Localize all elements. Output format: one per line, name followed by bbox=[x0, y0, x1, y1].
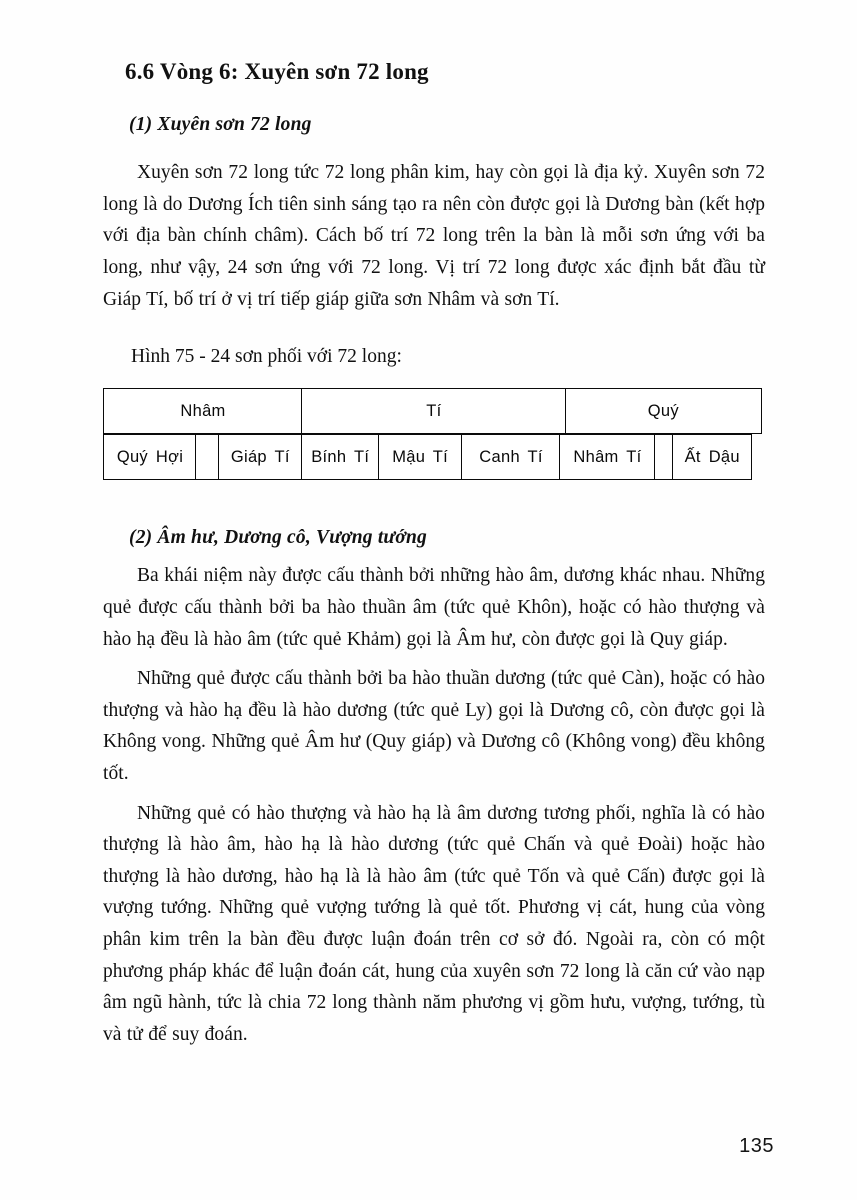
figure-cell-bính-tí: Bính Tí bbox=[301, 434, 379, 480]
figure-cell-quý: Quý bbox=[565, 388, 762, 434]
figure-cell-ất-dậu: Ất Dậu bbox=[672, 434, 752, 480]
paragraph-1: Xuyên sơn 72 long tức 72 long phân kim, hay còn gọi là địa kỷ. Xuyên sơn 72 long là do Dương Ích tiên sinh sáng tạo ra nên còn được gọi là Dương bàn (kết hợp với địa bàn chính châm). Cách bố trí 72 long trên la bàn là mỗi sơn ứng với ba long, như vậy, 24 sơn ứng với 72 long. Vị trí 72 long được xác định bắt đầu từ Giáp Tí, bố trí ở vị trí tiếp giáp giữa sơn Nhâm và sơn Tí. bbox=[103, 162, 765, 310]
section-heading: 6.6 Vòng 6: Xuyên sơn 72 long bbox=[125, 59, 429, 84]
figure-cell-blank bbox=[195, 434, 219, 480]
figure-top-row bbox=[103, 388, 765, 434]
figure-cell-tí: Tí bbox=[301, 388, 566, 434]
figure-cell-mậu-tí: Mậu Tí bbox=[378, 434, 463, 480]
figure-bottom-row bbox=[103, 434, 765, 480]
figure-cell-canh-tí: Canh Tí bbox=[461, 434, 561, 480]
subheading-2: (2) Âm hư, Dương cô, Vượng tướng bbox=[129, 527, 427, 549]
page-content bbox=[103, 58, 765, 1050]
figure-72-long-table bbox=[103, 388, 765, 480]
figure-cell-quý-hợi: Quý Hợi bbox=[103, 434, 197, 480]
page-number: 135 bbox=[739, 1135, 774, 1157]
figure-cell-giáp-tí: Giáp Tí bbox=[218, 434, 303, 480]
figure-caption: Hình 75 - 24 sơn phối với 72 long: bbox=[131, 346, 402, 368]
subheading-1: (1) Xuyên sơn 72 long bbox=[129, 113, 312, 135]
figure-cell-blank bbox=[654, 434, 674, 480]
paragraph-4: Những quẻ có hào thượng và hào hạ là âm dương tương phối, nghĩa là có hào thượng là hào âm, hào hạ là hào dương (tức quẻ Chấn và quẻ Đoài) hoặc hào thượng là hào dương, hào hạ là là hào âm (tức quẻ Tốn và quẻ Cấn) được gọi là vượng tướng. Những quẻ vượng tướng là quẻ tốt. Phương vị cát, hung của vòng phân kim trên la bàn đều được luận đoán trên cơ sở đó. Ngoài ra, còn có một phương pháp khác để luận đoán cát, hung của xuyên sơn 72 long là căn cứ vào nạp âm ngũ hành, tức là chia 72 long thành năm phương vị gồm hưu, vượng, tướng, tù và tử để suy đoán. bbox=[103, 802, 765, 1045]
paragraph-3: Những quẻ được cấu thành bởi ba hào thuần dương (tức quẻ Càn), hoặc có hào thượng và hào hạ đều là hào dương (tức quẻ Ly) gọi là Dương cô, còn được gọi là Không vong. Những quẻ Âm hư (Quy giáp) và Dương cô (Không vong) đều không tốt. bbox=[103, 668, 765, 785]
paragraph-2: Ba khái niệm này được cấu thành bởi những hào âm, dương khác nhau. Những quẻ được cấu thành bởi ba hào thuần âm (tức quẻ Khôn), hoặc có hào thượng và hào hạ đều là hào âm (tức quẻ Khảm) gọi là Âm hư, còn được gọi là Quy giáp. bbox=[103, 565, 765, 650]
figure-cell-nhâm: Nhâm bbox=[103, 388, 303, 434]
figure-cell-nhâm-tí: Nhâm Tí bbox=[559, 434, 655, 480]
